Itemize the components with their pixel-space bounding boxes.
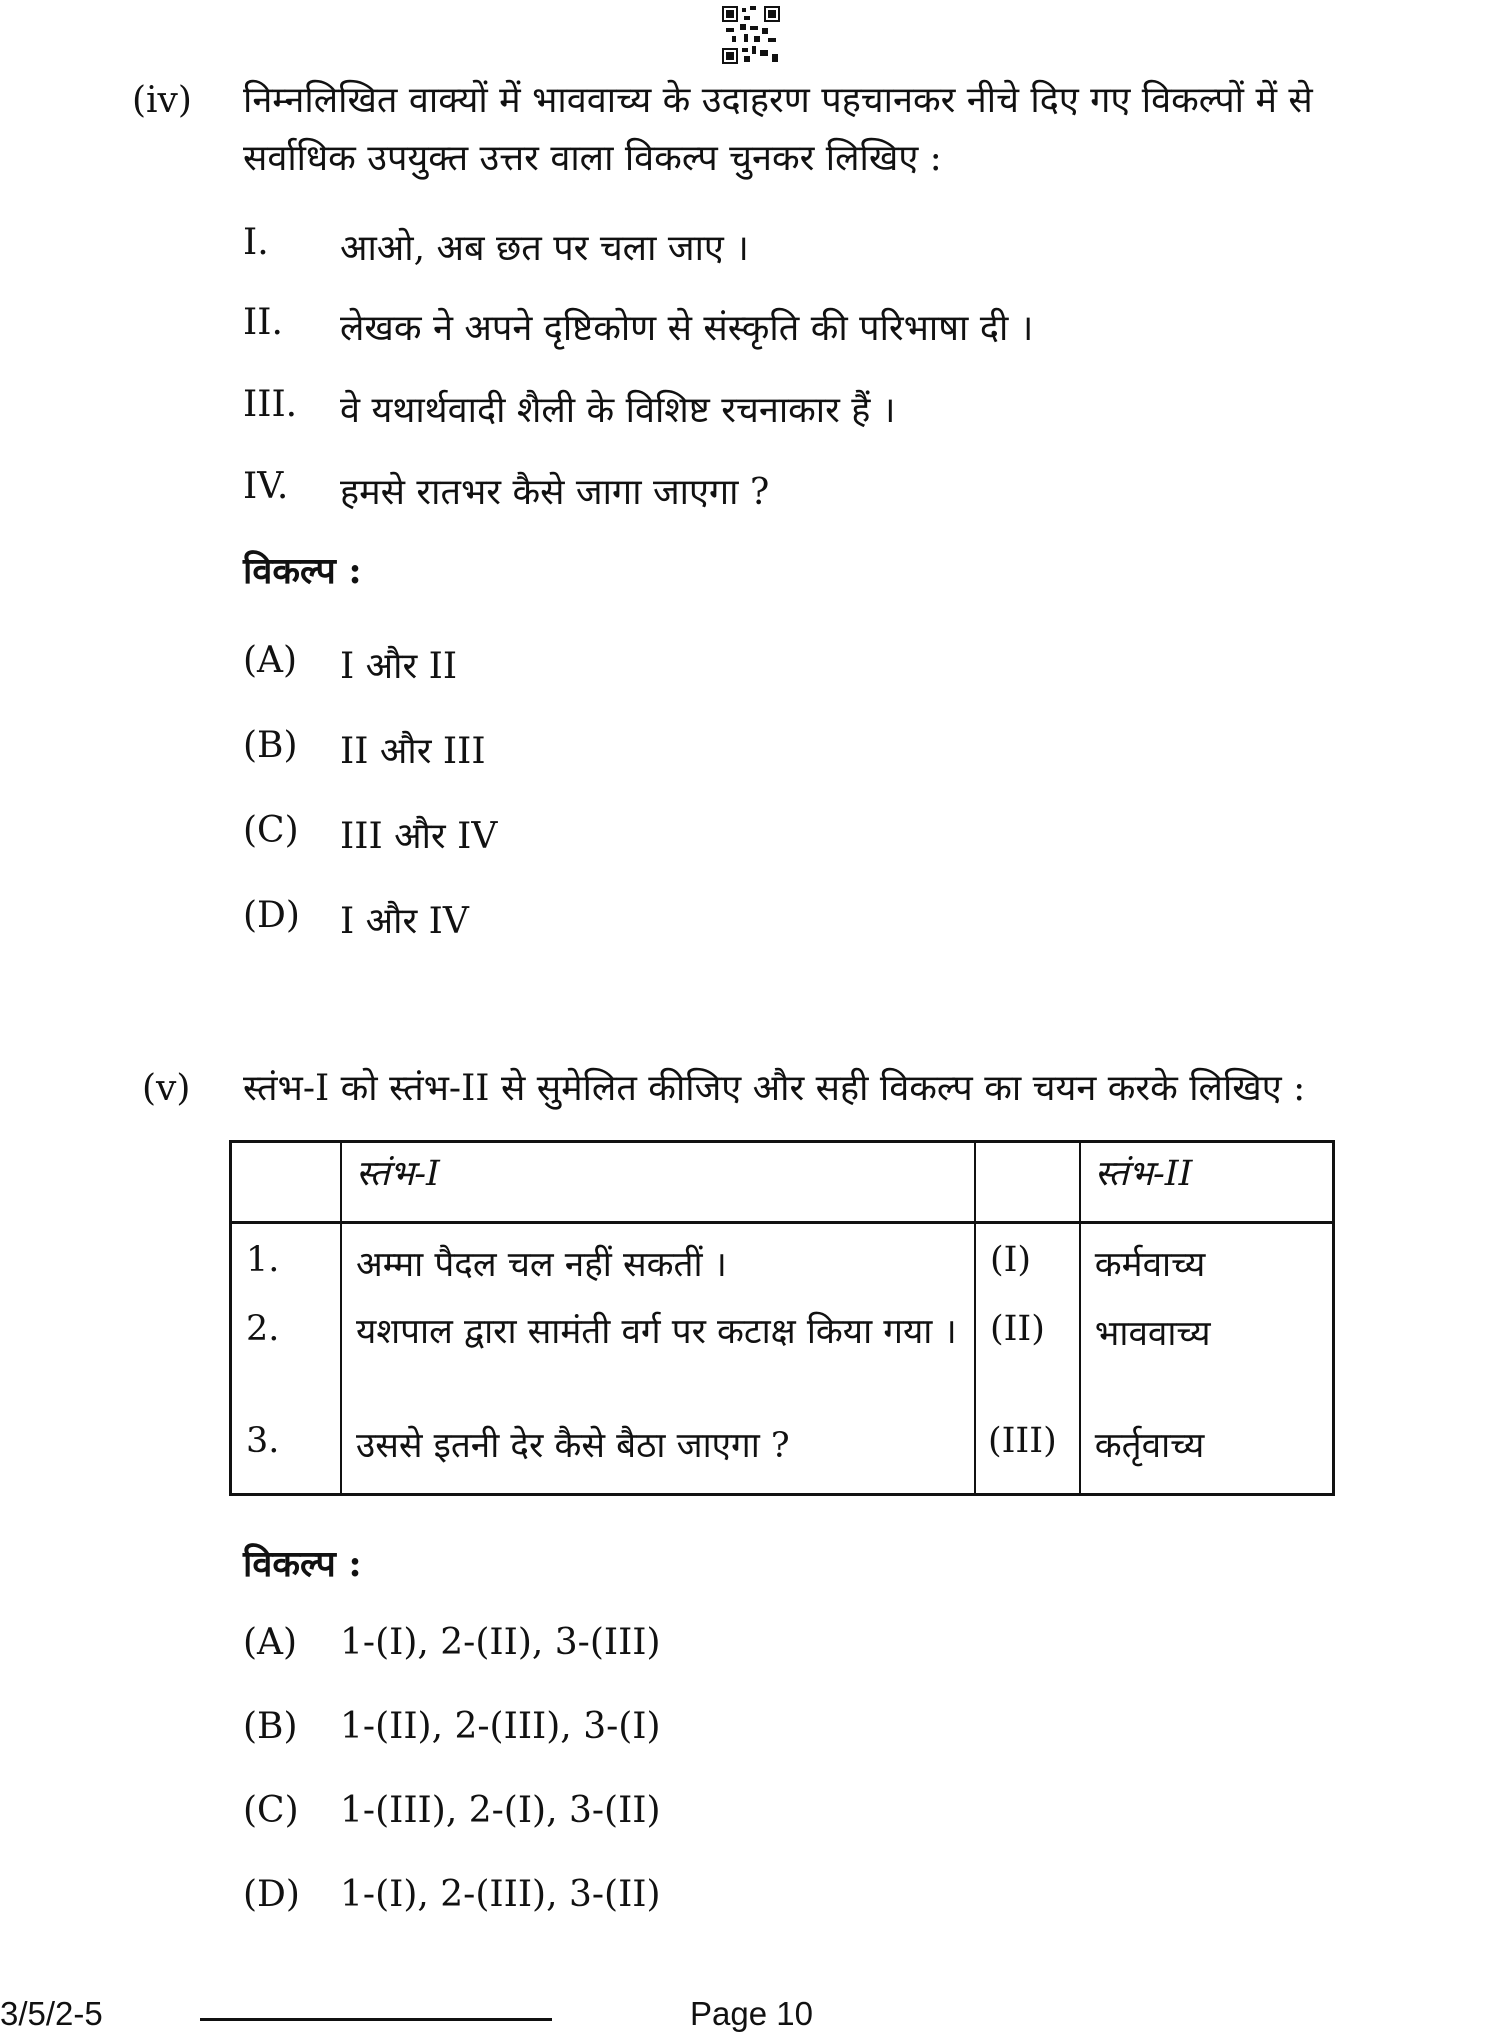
table-cell bbox=[231, 1142, 342, 1223]
column-1-cell: अम्मा पैदल चल नहीं सकतीं । bbox=[341, 1223, 975, 1303]
question-text bbox=[243, 72, 1403, 188]
option-label: (C) bbox=[243, 1790, 299, 1831]
option-label: (D) bbox=[243, 1874, 300, 1915]
statement-text: हमसे रातभर कैसे जागा जाएगा ? bbox=[340, 472, 770, 513]
table-row bbox=[231, 1223, 1334, 1303]
option-text: III और IV bbox=[340, 816, 498, 857]
statement-text: वे यथार्थवादी शैली के विशिष्ट रचनाकार हैं । bbox=[340, 390, 896, 431]
option-label: (A) bbox=[243, 1622, 298, 1663]
row-number: 2. bbox=[231, 1303, 342, 1415]
column-2-cell: भाववाच्य bbox=[1080, 1303, 1334, 1415]
roman-label: (III) bbox=[975, 1415, 1080, 1495]
table-cell bbox=[975, 1142, 1080, 1223]
question-text-line: निम्नलिखित वाक्यों में भाववाच्य के उदाहरण पहचानकर नीचे दिए गए विकल्पों में से bbox=[243, 80, 1313, 121]
match-table bbox=[229, 1140, 1335, 1496]
table-header-row bbox=[231, 1142, 1334, 1223]
statement-number: IV. bbox=[243, 466, 289, 507]
option-label: (B) bbox=[243, 725, 298, 766]
table-row bbox=[231, 1415, 1334, 1495]
column-2-cell: कर्मवाच्य bbox=[1080, 1223, 1334, 1303]
option-text: II और III bbox=[340, 731, 486, 772]
column-2-header: स्तंभ-II bbox=[1080, 1142, 1334, 1223]
column-1-header: स्तंभ-I bbox=[341, 1142, 975, 1223]
footer-divider bbox=[200, 2018, 552, 2021]
qr-code-icon bbox=[722, 6, 780, 64]
column-1-cell: उससे इतनी देर कैसे बैठा जाएगा ? bbox=[341, 1415, 975, 1495]
statement-text: आओ, अब छत पर चला जाए । bbox=[340, 228, 749, 269]
table-row bbox=[231, 1303, 1334, 1415]
statement-number: III. bbox=[243, 384, 298, 425]
column-2-cell: कर्तृवाच्य bbox=[1080, 1415, 1334, 1495]
question-number: (v) bbox=[142, 1068, 191, 1109]
roman-label: (I) bbox=[975, 1223, 1080, 1303]
option-text: 1-(I), 2-(II), 3-(III) bbox=[340, 1622, 661, 1663]
option-text: 1-(I), 2-(III), 3-(II) bbox=[340, 1874, 661, 1915]
options-heading: विकल्प : bbox=[243, 1543, 362, 1585]
question-number: (iv) bbox=[132, 80, 192, 121]
row-number: 1. bbox=[231, 1223, 342, 1303]
option-text: I और IV bbox=[340, 901, 469, 942]
paper-code: 3/5/2-5 bbox=[0, 1995, 103, 2032]
option-label: (D) bbox=[243, 895, 300, 936]
column-1-cell: यशपाल द्वारा सामंती वर्ग पर कटाक्ष किया गया । bbox=[341, 1303, 975, 1415]
option-text: 1-(II), 2-(III), 3-(I) bbox=[340, 1706, 661, 1747]
option-label: (B) bbox=[243, 1706, 298, 1747]
roman-label: (II) bbox=[975, 1303, 1080, 1415]
page-number: Page 10 bbox=[690, 1995, 813, 2032]
option-label: (C) bbox=[243, 810, 299, 851]
statement-text: लेखक ने अपने दृष्टिकोण से संस्कृति की परिभाषा दी । bbox=[340, 308, 1034, 349]
statement-number: II. bbox=[243, 302, 283, 343]
question-text: स्तंभ-I को स्तंभ-II से सुमेलित कीजिए और सही विकल्प का चयन करके लिखिए : bbox=[243, 1068, 1306, 1109]
statement-number: I. bbox=[243, 222, 269, 263]
option-text: 1-(III), 2-(I), 3-(II) bbox=[340, 1790, 661, 1831]
option-text: I और II bbox=[340, 646, 458, 687]
row-number: 3. bbox=[231, 1415, 342, 1495]
option-label: (A) bbox=[243, 640, 298, 681]
options-heading: विकल्प : bbox=[243, 550, 362, 592]
question-text-line: सर्वाधिक उपयुक्त उत्तर वाला विकल्प चुनकर लिखिए : bbox=[243, 138, 942, 179]
